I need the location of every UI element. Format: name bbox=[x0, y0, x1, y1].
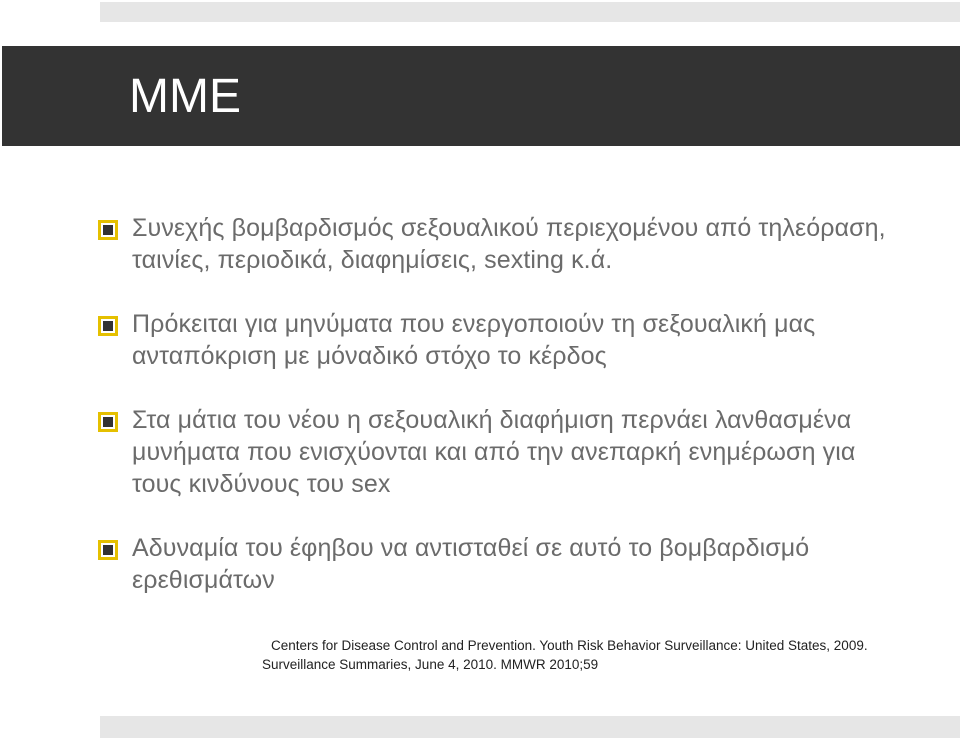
bullet-item bbox=[98, 532, 908, 596]
top-decorative-strip bbox=[100, 2, 960, 22]
citation-line-1: Centers for Disease Control and Prevention. Youth Risk Behavior Surveillance: United States, 2009. bbox=[271, 638, 868, 653]
bullet-text: Πρόκειται για μηνύματα που ενεργοποιούν τη σεξουαλική μας ανταπόκριση με μόναδικό στόχο το κέρδος bbox=[132, 310, 816, 370]
citation-line-2: Surveillance Summaries, June 4, 2010. MMWR 2010;59 bbox=[262, 657, 599, 672]
bottom-decorative-strip bbox=[100, 716, 960, 738]
bullet-text: Αδυναμία του έφηβου να αντισταθεί σε αυτό το βομβαρδισμό ερεθισμάτων bbox=[132, 534, 810, 594]
citation bbox=[262, 636, 942, 674]
bullet-item bbox=[98, 212, 908, 276]
square-bullet-icon bbox=[98, 220, 118, 240]
square-bullet-icon bbox=[98, 540, 118, 560]
bullet-item bbox=[98, 404, 908, 500]
slide-title: ΜΜΕ bbox=[129, 70, 241, 123]
bullet-text: Συνεχής βομβαρδισμός σεξουαλικού περιεχομένου από τηλεόραση, ταινίες, περιοδικά, διαφημίσεις, sexting κ.ά. bbox=[132, 214, 886, 274]
square-bullet-icon bbox=[98, 316, 118, 336]
bullet-list bbox=[98, 212, 908, 596]
bullet-item bbox=[98, 308, 908, 372]
bullet-text: Στα μάτια του νέου η σεξουαλική διαφήμιση περνάει λανθασμένα μυνήματα που ενισχύονται και από την ανεπαρκή ενημέρωση για τους κινδύνους του sex bbox=[132, 406, 856, 498]
square-bullet-icon bbox=[98, 412, 118, 432]
